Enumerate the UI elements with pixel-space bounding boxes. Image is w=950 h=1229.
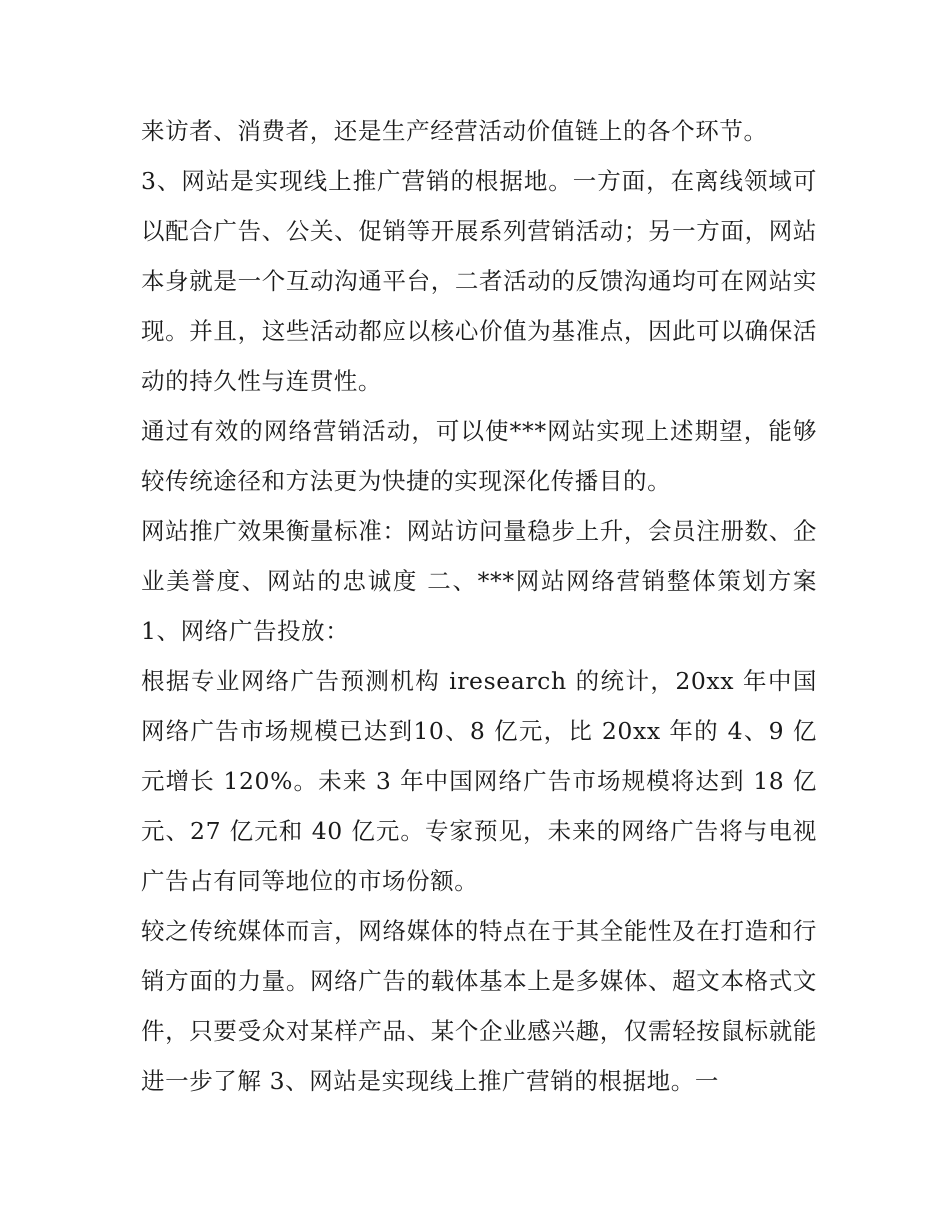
paragraph-6: 较之传统媒体而言，网络媒体的特点在于其全能性及在打造和行销方面的力量。网络广告的载体基本上是多媒体、超文本格式文件，只要受众对某样产品、某个企业感兴趣，仅需轻按鼠标就能进一步了解 3、网站是实现线上推广营销的根据地。一 <box>141 917 817 1095</box>
paragraph-4: 网站推广效果衡量标准：网站访问量稳步上升，会员注册数、企业美誉度、网站的忠诚度 二、***网站网络营销整体策划方案 1、网络广告投放： <box>141 517 817 645</box>
paragraph-5: 根据专业网络广告预测机构 iresearch 的统计，20xx 年中国网络广告市场规模已达到10、8 亿元，比 20xx 年的 4、9 亿元增长 120%。未来 3 年中国网络广告市场规模将达到 18 亿元、27 亿元和 40 亿元。专家预见，未来的网络广告将与电视广告占有同等地位的市场份额。 <box>141 667 817 895</box>
paragraph-3: 通过有效的网络营销活动，可以使***网站实现上述期望，能够较传统途径和方法更为快捷的实现深化传播目的。 <box>141 417 817 495</box>
paragraph-2: 3、网站是实现线上推广营销的根据地。一方面，在离线领域可以配合广告、公关、促销等开展系列营销活动；另一方面，网站本身就是一个互动沟通平台，二者活动的反馈沟通均可在网站实现。并且，这些活动都应以核心价值为基准点，因此可以确保活动的持久性与连贯性。 <box>141 167 817 395</box>
document-body <box>141 106 817 1106</box>
paragraph-1: 来访者、消费者，还是生产经营活动价值链上的各个环节。 <box>141 117 768 145</box>
